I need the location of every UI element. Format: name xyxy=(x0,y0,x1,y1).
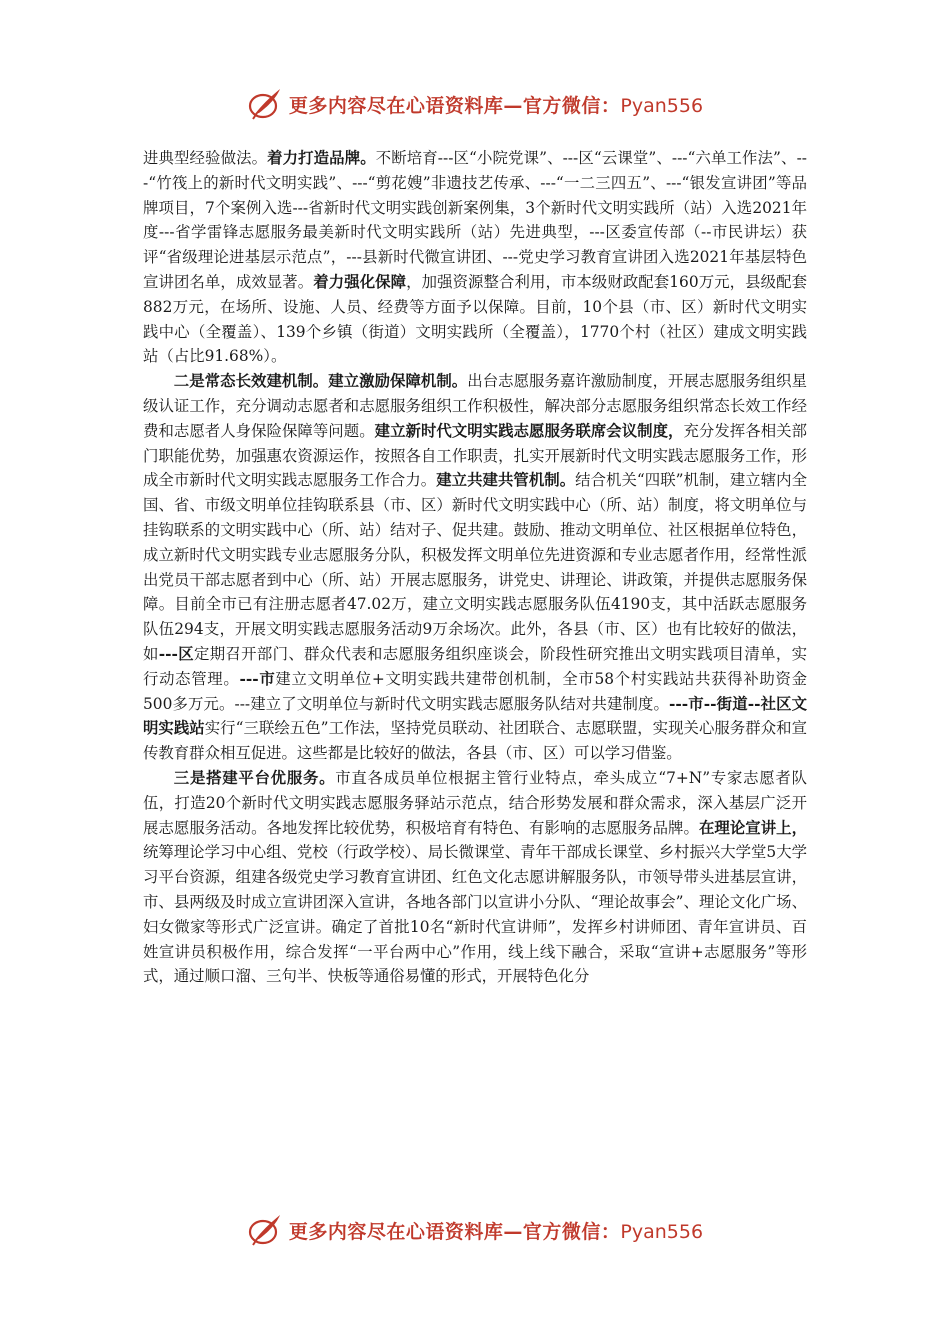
paragraph xyxy=(143,766,807,989)
quill-pen-logo-icon xyxy=(247,1212,283,1248)
bold-heading-text: ---区 xyxy=(158,644,194,663)
watermark-banner-top xyxy=(0,84,950,124)
body-text: ，加强资源整合利用，市本级财政配套160万元，县级配套882万元，在场所、设施、人员、经费等方面予以保障。目前，10个县（市、区）新时代文明实践中心（全覆盖）、139个乡镇（街道）文明实践所（全覆盖），1770个村（社区）建成文明实践站（占比91.68%）。 xyxy=(143,272,807,366)
watermark-text: 更多内容尽在心语资料库—官方微信：Pyan556 xyxy=(288,1220,704,1243)
bold-heading-text: ---市--街道--社区文明实践站 xyxy=(143,694,808,738)
bold-heading-text: 着力打造品牌。 xyxy=(267,149,376,167)
bold-heading-text: 二是常态长效建机制。建立激励保障机制。 xyxy=(173,372,468,391)
document-body xyxy=(143,146,807,989)
body-text: 充分发挥各相关部门职能优势，加强惠农资源运作，按照各自工作职责，扎实开展新时代文明实践志愿服务工作，形成全市新时代文明实践志愿服务工作合力。 xyxy=(143,421,807,490)
watermark-banner-bottom xyxy=(0,1210,950,1250)
bold-heading-text: ---市 xyxy=(239,669,276,688)
bold-heading-text: 建立共建共管机制。 xyxy=(436,471,576,490)
watermark-handle: Pyan556 xyxy=(620,94,704,117)
body-text: 实行“三联绘五色”工作法，坚持党员联动、社团联合、志愿联盟，实现关心服务群众和宣传教育群众相互促进。这些都是比较好的做法，各县（市、区）可以学习借鉴。 xyxy=(143,719,807,763)
bold-heading-text: 建立新时代文明实践志愿服务联席会议制度， xyxy=(374,421,684,440)
body-text: 不断培育---区“小院党课”、---区“云课堂”、---“六单工作法”、---“竹筏上的新时代文明实践”、---“剪花嫂”非遗技艺传承、---“一二三四五”、---“银发宣讲团”等品牌项目，7个案例入选---省新时代文明实践创新案例集，3个新时代文明实践所（站）入选2021年度---省学雷锋志愿服务最美新时代文明实践所（站）先进典型，---区委宣传部（--市民讲坛）获评“省级理论进基层示范点”，---县新时代微宣讲团、---党史学习教育宣讲团入选2021年基层特色宣讲团名单，成效显著。 xyxy=(143,149,807,291)
paragraph xyxy=(143,369,807,766)
body-text: 结合机关“四联”机制，建立辖内全国、省、市级文明单位挂钩联系县（市、区）新时代文明实践中心（所、站）制度，将文明单位与挂钩联系的文明实践中心（所、站）结对子、促共建。鼓励、推动文明单位、社区根据单位特色，成立新时代文明实践专业志愿服务分队，积极发挥文明单位先进资源和专业志愿者作用，经常性派出党员干部志愿者到中心（所、站）开展志愿服务，讲党史、讲理论、讲政策，并提供志愿服务保障。目前全市已有注册志愿者47.02万，建立文明实践志愿服务队伍4190支，其中活跃志愿服务队伍294支，开展文明实践志愿服务活动9万余场次。此外，各县（市、区）也有比较好的做法，如 xyxy=(143,471,807,663)
quill-pen-logo-icon xyxy=(247,86,283,122)
body-text: 市直各成员单位根据主管行业特点，牵头成立“7+N”专家志愿者队伍，打造20个新时代文明实践志愿服务驿站示范点，结合形势发展和群众需求，深入基层广泛开展志愿服务活动。各地发挥比较优势，积极培育有特色、有影响的志愿服务品牌。 xyxy=(143,768,807,837)
watermark-text: 更多内容尽在心语资料库—官方微信：Pyan556 xyxy=(288,94,704,117)
bold-heading-text: 在理论宣讲上， xyxy=(698,818,807,837)
body-text: 统筹理论学习中心组、党校（行政学校）、局长微课堂、青年干部成长课堂、乡村振兴大学堂5大学习平台资源，组建各级党史学习教育宣讲团、红色文化志愿讲解服务队，市领导带头进基层宣讲，市、县两级及时成立宣讲团深入宣讲，各地各部门以宣讲小分队、“理论故事会”、理论文化广场、妇女微家等形式广泛宣讲。确定了首批10名“新时代宣讲师”，发挥乡村讲师团、青年宣讲员、百姓宣讲员积极作用，综合发挥“一平台两中心”作用，线上线下融合，采取“宣讲+志愿服务”等形式，通过顺口溜、三句半、快板等通俗易懂的形式，开展特色化分 xyxy=(143,843,807,986)
watermark-handle: Pyan556 xyxy=(620,1220,704,1243)
body-text: 建立文明单位+文明实践共建带创机制，全市58个村实践站共获得补助资金500多万元。---建立了文明单位与新时代文明实践志愿服务队结对共建制度。 xyxy=(143,669,807,713)
paragraph xyxy=(143,146,807,369)
bold-heading-text: 着力强化保障 xyxy=(313,272,407,291)
body-text: 进典型经验做法。 xyxy=(143,149,268,167)
bold-heading-text: 三是搭建平台优服务。 xyxy=(173,768,336,787)
body-text: 出台志愿服务嘉许激励制度，开展志愿服务组织星级认证工作，充分调动志愿者和志愿服务组织工作积极性，解决部分志愿服务组织常态长效工作经费和志愿者人身保险保障等问题。 xyxy=(143,372,807,440)
body-text: 定期召开部门、群众代表和志愿服务组织座谈会，阶段性研究推出文明实践项目清单，实行动态管理。 xyxy=(143,644,807,688)
